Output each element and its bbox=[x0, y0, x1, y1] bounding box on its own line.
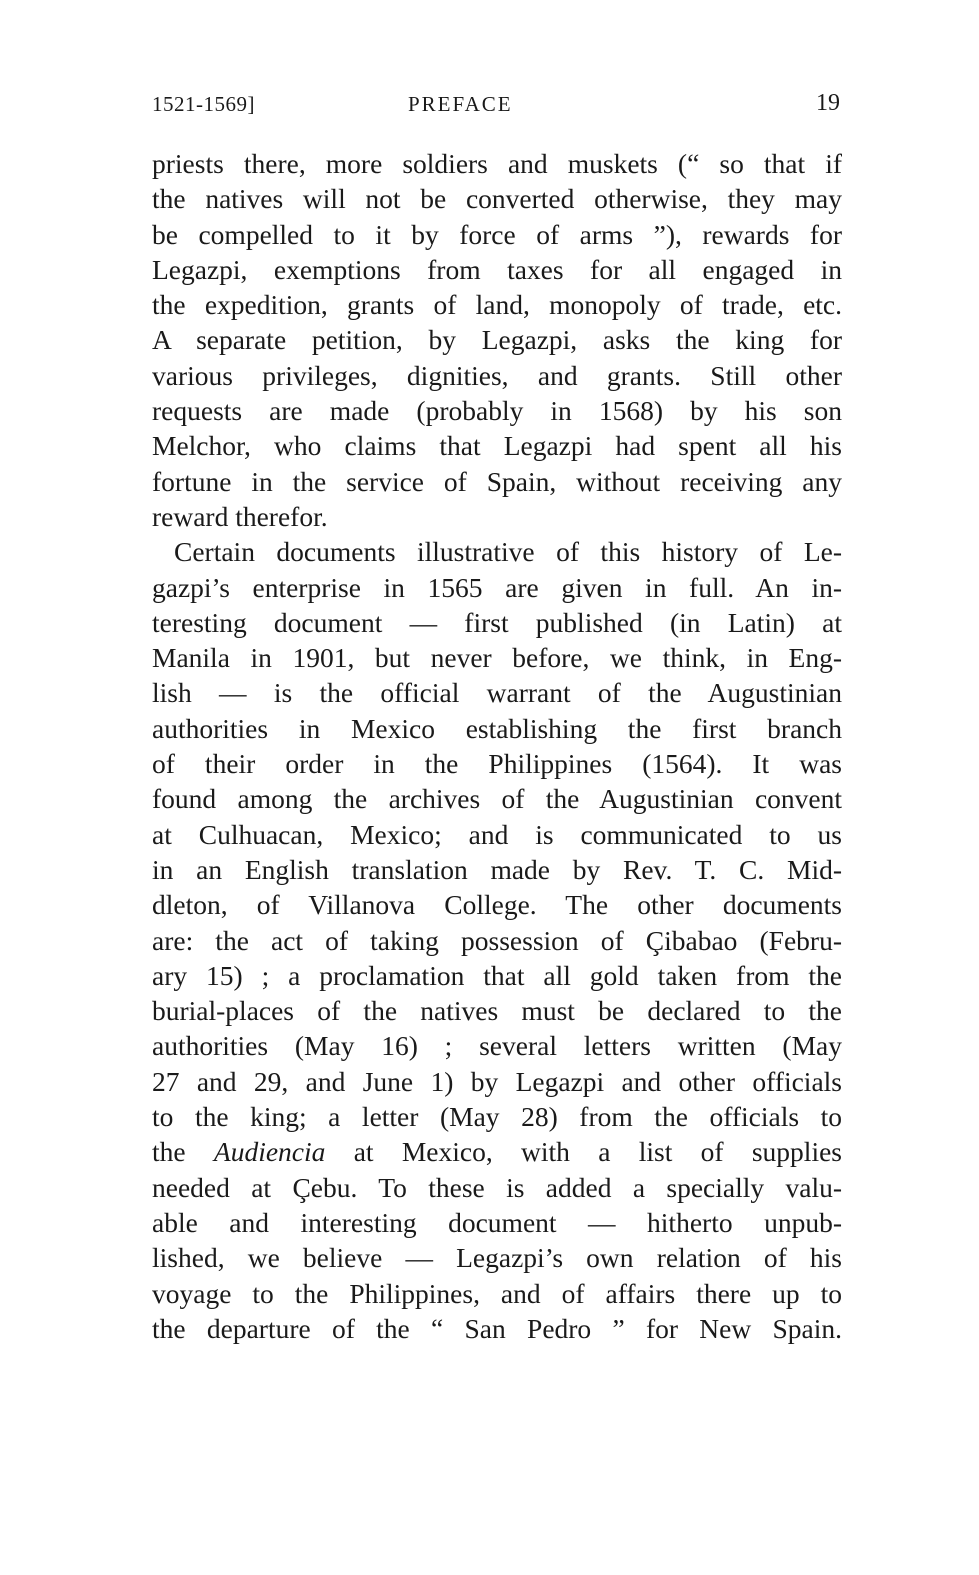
text-segment: at Mexico, with a list of supplies bbox=[325, 1136, 842, 1168]
text-line: authorities (May 16) ; several letters written (May bbox=[152, 1030, 842, 1062]
running-head-years: 1521-1569] bbox=[152, 92, 255, 116]
text-line: 27 and 29, and June 1) by Legazpi and other officials bbox=[152, 1065, 842, 1097]
text-segment: the bbox=[152, 1136, 214, 1168]
text-line: gazpi’s enterprise in 1565 are given in full. An in- bbox=[152, 571, 842, 603]
running-head bbox=[152, 88, 842, 122]
text-line: teresting document — first published (in Latin) at bbox=[152, 606, 842, 638]
text-line: authorities in Mexico establishing the first branch bbox=[152, 712, 842, 744]
text-line: reward therefor. bbox=[152, 500, 328, 532]
text-line: fortune in the service of Spain, without receiving any bbox=[152, 465, 842, 497]
text-line: voyage to the Philippines, and of affairs there up to bbox=[152, 1277, 842, 1309]
text-line: Melchor, who claims that Legazpi had spent all his bbox=[152, 430, 842, 462]
text-line: the natives will not be converted otherwise, they may bbox=[152, 183, 842, 215]
text-line: be compelled to it by force of arms ”), rewards for bbox=[152, 218, 842, 250]
text-line: Certain documents illustrative of this history of Le- bbox=[174, 536, 842, 568]
text-line: to the king; a letter (May 28) from the officials to bbox=[152, 1101, 842, 1133]
text-line: Legazpi, exemptions from taxes for all engaged in bbox=[152, 253, 842, 285]
italic-term-audiencia: Audiencia bbox=[213, 1136, 326, 1168]
text-line-with-italic bbox=[152, 1134, 842, 1169]
text-line: able and interesting document — hitherto unpub- bbox=[152, 1206, 842, 1238]
text-line: the departure of the “ San Pedro ” for New Spain. bbox=[152, 1312, 842, 1344]
text-line: are: the act of taking possession of Çibabao (Febru- bbox=[152, 924, 842, 956]
text-line: at Culhuacan, Mexico; and is communicated to us bbox=[152, 818, 842, 850]
text-line: the expedition, grants of land, monopoly of trade, etc. bbox=[152, 289, 842, 321]
body-text bbox=[152, 146, 842, 1346]
text-line: needed at Çebu. To these is added a specially valu- bbox=[152, 1171, 842, 1203]
text-line: lish — is the official warrant of the Augustinian bbox=[152, 677, 842, 709]
text-line: Manila in 1901, but never before, we think, in Eng- bbox=[152, 642, 842, 674]
text-line: in an English translation made by Rev. T. C. Mid- bbox=[152, 853, 842, 885]
text-line: dleton, of Villanova College. The other documents bbox=[152, 889, 842, 921]
text-line: various privileges, dignities, and grants. Still other bbox=[152, 359, 842, 391]
text-line: ary 15) ; a proclamation that all gold taken from the bbox=[152, 959, 842, 991]
text-line: requests are made (probably in 1568) by his son bbox=[152, 395, 842, 427]
text-line: of their order in the Philippines (1564). It was bbox=[152, 748, 842, 780]
text-line: found among the archives of the Augustinian convent bbox=[152, 783, 842, 815]
text-line: A separate petition, by Legazpi, asks the king for bbox=[152, 324, 842, 356]
text-line: priests there, more soldiers and muskets (“ so that if bbox=[152, 148, 842, 179]
running-head-title: PREFACE bbox=[408, 92, 513, 116]
text-line: lished, we believe — Legazpi’s own relation of his bbox=[152, 1242, 842, 1274]
page-number: 19 bbox=[816, 90, 840, 116]
text-line: burial-places of the natives must be declared to the bbox=[152, 995, 842, 1027]
